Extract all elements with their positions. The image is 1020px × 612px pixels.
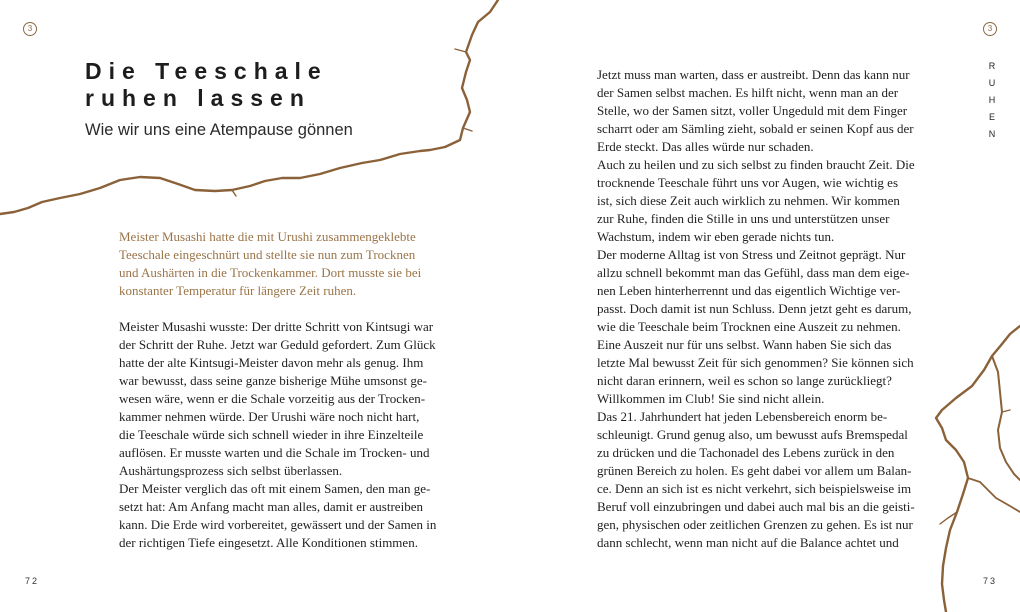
body-line: wesen wäre, wenn er die Schale vorzeitig aus der Trocken- (119, 391, 426, 406)
chapter-number-badge: 3 (983, 22, 997, 36)
lead-line: konstanter Temperatur für längere Zeit ruhen. (119, 283, 357, 298)
body-line: Beruf voll einzubringen und dabei auch mal bis an die geisti- (597, 499, 915, 514)
body-line: Willkommen im Club! Sie sind nicht allein. (597, 391, 825, 406)
lead-line: und Aushärten in die Trockenkammer. Dort musste sie bei (119, 265, 422, 280)
body-line: letzte Mal bewusst Zeit für sich genommen? Sie können sich (597, 355, 914, 370)
side-label-letter: H (988, 95, 996, 105)
right-body-text (597, 66, 915, 552)
body-line: dann schlecht, wenn man nicht auf die Balance achtet und (597, 535, 899, 550)
side-label-letter: R (988, 61, 996, 71)
body-line: ist, sich diese Zeit auch wirklich zu nehmen. Wir kommen (597, 193, 900, 208)
left-body-text (119, 318, 437, 552)
body-line: Erde steckt. Das alles würde nur schaden. (597, 139, 814, 154)
body-line: Stelle, wo der Samen sitzt, voller Ungeduld mit dem Finger (597, 103, 908, 118)
body-line: Der Meister verglich das oft mit einem Samen, den man ge- (119, 481, 431, 496)
body-line: allzu schnell bekommt man das Gefühl, dass man dem eige- (597, 265, 910, 280)
page-number-left: 72 (25, 576, 40, 586)
chapter-title: Die Teeschale ruhen lassen (85, 58, 328, 111)
body-line: der Schritt der Ruhe. Jetzt war Geduld gefordert. Zum Glück (119, 337, 436, 352)
body-line: war bewusst, dass seine ganze bisherige Mühe umsonst ge- (119, 373, 427, 388)
body-line: Jetzt muss man warten, dass er austreibt. Denn das kann nur (597, 67, 910, 82)
body-line: Auch zu heilen und zu sich selbst zu finden braucht Zeit. Die (597, 157, 915, 172)
body-line: Der moderne Alltag ist von Stress und Zeitnot geprägt. Nur (597, 247, 906, 262)
body-line: der Samen selbst machen. Es hilft nicht, wenn man an der (597, 85, 899, 100)
lead-line: Teeschale eingeschnürt und stellte sie nun zum Trocknen (119, 247, 416, 262)
body-line: gen, physischen oder zeitlichen Grenzen zu gehen. Es ist nur (597, 517, 913, 532)
body-line: zu drücken und die Tachonadel des Lebens zurück in den (597, 445, 895, 460)
side-label-letter: E (988, 112, 995, 122)
chapter-number-badge: 3 (23, 22, 37, 36)
chapter-subtitle: Wie wir uns eine Atempause gönnen (85, 121, 353, 139)
body-line: setzt hat: Am Anfang macht man alles, damit er austreiben (119, 499, 423, 514)
lead-paragraph (119, 228, 429, 300)
side-label-letter: U (988, 78, 996, 88)
body-line: schleunigt. Grund genug also, um bewusst aufs Bremspedal (597, 427, 908, 442)
side-label-letter: N (988, 129, 996, 139)
body-line: trocknende Teeschale führt uns vor Augen, wie wichtig es (597, 175, 899, 190)
chapter-side-label (987, 58, 997, 143)
body-line: die Teeschale würde sich schnell wieder in ihre Einzelteile (119, 427, 424, 442)
body-line: Das 21. Jahrhundert hat jeden Lebensbereich enorm be- (597, 409, 888, 424)
page-number-right: 73 (983, 576, 998, 586)
body-line: wie die Teeschale beim Trocknen eine Auszeit zu nehmen. (597, 319, 901, 334)
right-page (510, 0, 1020, 612)
body-line: grünen Bereich zu holen. Es geht dabei vor allem um Balan- (597, 463, 912, 478)
body-line: kann. Die Erde wird vorbereitet, gewässert und der Samen in (119, 517, 437, 532)
body-line: der richtigen Tiefe eingesetzt. Alle Konditionen stimmen. (119, 535, 418, 550)
body-line: Aushärtungsprozess sich selbst überlassen. (119, 463, 343, 478)
body-line: nicht daran erinnern, weil es schon so lange zurückliegt? (597, 373, 892, 388)
body-line: Wachstum, indem wir eben gerade nichts tun. (597, 229, 835, 244)
body-line: zur Ruhe, finden die Stille in uns und unterstützen unser (597, 211, 890, 226)
body-line: passt. Doch damit ist nun Schluss. Denn jetzt geht es darum, (597, 301, 912, 316)
body-line: auflösen. Er musste warten und die Schale im Trocken- und (119, 445, 430, 460)
body-line: ce. Denn an sich ist es nicht verkehrt, sich beispielsweise im (597, 481, 912, 496)
body-line: kammer nehmen würde. Der Urushi wäre noch nicht hart, (119, 409, 420, 424)
body-line: hatte der alte Kintsugi-Meister davon mehr als genug. Ihm (119, 355, 424, 370)
lead-line: Meister Musashi hatte die mit Urushi zusammengeklebte (119, 229, 416, 244)
body-line: nen Leben hinterherrennt und das eigentlich Wichtige ver- (597, 283, 901, 298)
body-line: Meister Musashi wusste: Der dritte Schritt von Kintsugi war (119, 319, 434, 334)
body-line: scharrt oder am Sämling zieht, sobald er seinen Kopf aus der (597, 121, 914, 136)
body-line: Eine Auszeit nur für uns selbst. Wann haben Sie sich das (597, 337, 892, 352)
